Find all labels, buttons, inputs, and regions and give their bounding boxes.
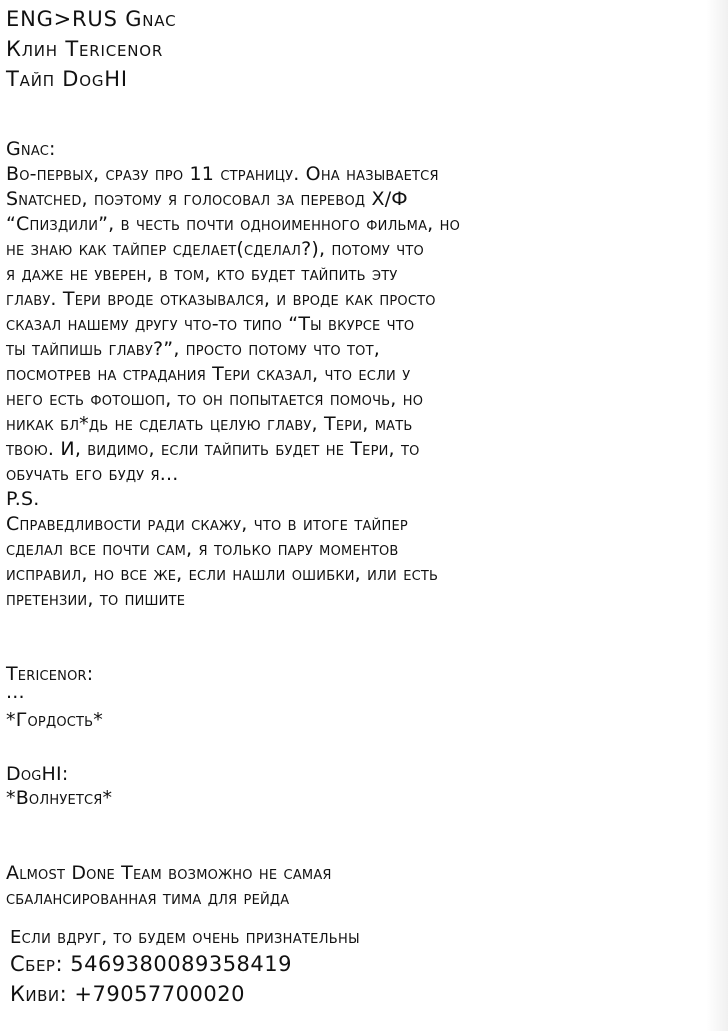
gnac-line-12: твою. И, видимо, если тайпить будет не Тери, то	[6, 438, 420, 460]
gnac-line-2: Snatched, поэтому я голосовал за перевод Х/Ф	[6, 188, 408, 210]
doghi-reaction: *Волнуется*	[6, 787, 113, 809]
tericenor-label: Tericenor:	[6, 663, 94, 685]
gnac-line-5: я даже не уверен, в том, кто будет тайпить эту	[6, 263, 398, 285]
team-line-2: сбалансированная тима для рейда	[6, 887, 290, 909]
team-line-1: Almost Done Team возможно не самая	[6, 862, 332, 884]
gnac-label: Gnac:	[6, 138, 56, 160]
gnac-line-10: него есть фотошоп, то он попытается помочь, но	[6, 388, 424, 410]
donate-intro: Если вдруг, то будем очень признательны	[10, 927, 360, 948]
gnac-line-9: посмотрев на страдания Тери сказал, что если у	[6, 363, 411, 385]
ps-line-3: исправил, но все же, если нашли ошибки, или есть	[6, 563, 439, 585]
tericenor-reaction: *Гордость*	[6, 709, 103, 731]
doghi-label: DogHI:	[6, 763, 69, 785]
gnac-line-4: не знаю как тайпер сделает(сделал?), потому что	[6, 238, 424, 260]
ps-line-1: Справедливости ради скажу, что в итоге тайпер	[6, 513, 408, 535]
ps-line-2: сделал все почти сам, я только пару моментов	[6, 538, 399, 560]
ps-label: P.S.	[6, 488, 40, 510]
credit-translator: ENG>RUS Gnac	[6, 7, 177, 31]
donate-qiwi: Киви: +79057700020	[10, 982, 245, 1006]
gnac-line-3: “Спиздили”, в честь почти одноименного фильма, но	[6, 213, 461, 235]
page-edge-shadow	[706, 0, 728, 1031]
ps-line-4: претензии, то пишите	[6, 588, 186, 610]
gnac-line-1: Во-первых, сразу про 11 страницу. Она называется	[6, 163, 439, 185]
gnac-line-13: обучать его буду я...	[6, 463, 179, 485]
gnac-line-6: главу. Тери вроде отказывался, и вроде как просто	[6, 288, 436, 310]
gnac-line-8: ты тайпишь главу?”, просто потому что тот,	[6, 338, 380, 360]
gnac-line-7: сказал нашему другу что-то типо “Ты вкурсе что	[6, 313, 415, 335]
donate-sber: Сбер: 5469380089358419	[10, 952, 293, 976]
gnac-line-11: никак бл*дь не сделать целую главу, Тери, мать	[6, 413, 413, 435]
credit-cleaner: Клин Tericenor	[6, 37, 164, 61]
tericenor-dots: ...	[6, 681, 25, 703]
credit-typesetter: Тайп DogHI	[6, 67, 128, 91]
